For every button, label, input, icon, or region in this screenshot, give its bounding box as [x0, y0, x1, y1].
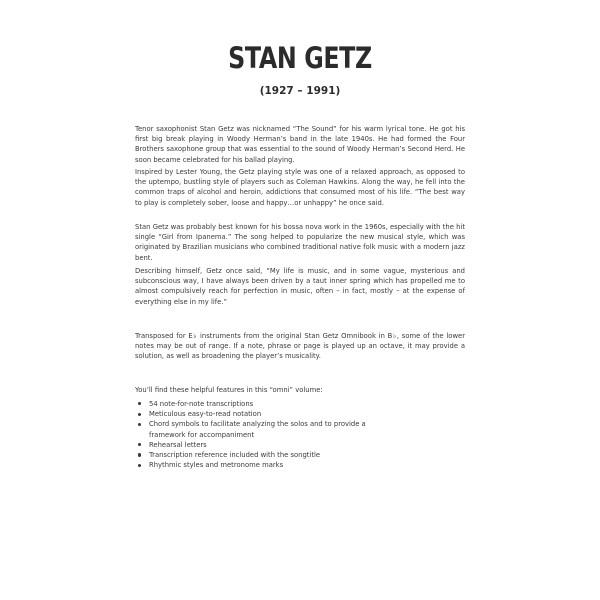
paragraph-bossa-nova: Stan Getz was probably best known for his bossa nova work in the 1960s, especially with the hit single “Girl from Ipanema.” The song helped to popularize the new musical style, which was originated by Brazilian musicians who combined traditional native folk music with a modern jazz bent.: [135, 223, 465, 262]
bullet-icon: [138, 464, 141, 467]
page-title: STAN GETZ: [228, 41, 372, 75]
bullet-icon: [138, 413, 141, 416]
feature-text: Chord symbols to facilitate analyzing the solos and to provide a framework for accompaniment: [149, 420, 366, 439]
feature-text: 54 note-for-note transcriptions: [149, 400, 254, 408]
paragraph-quote: Describing himself, Getz once said, “My life is music, and in some vague, mysterious and subconscious way, I have always been driven by a taut inner spring which has propelled me to almost compulsively reach for perfection in music, often – in fact, mostly – at the expense of everything else in my life.”: [135, 267, 465, 306]
bullet-icon: [138, 453, 141, 456]
paragraph-playing-style: Inspired by Lester Young, the Getz playing style was one of a relaxed approach, as opposed to the uptempo, bustling style of players such as Coleman Hawkins. Along the way, he fell into the common traps of alcohol and heroin, addictions that consumed most of his life. “The best way to play is completely sober, loose and happy…or unhappy” he once said.: [135, 168, 465, 207]
paragraph-nickname: Tenor saxophonist Stan Getz was nicknamed “The Sound” for his warm lyrical tone. He got his first big break playing in Woody Herman’s band in the late 1940s. He had formed the Four Brothers saxophone group that was essential to the sound of Woody Herman’s Second Herd. He soon became celebrated for his ballad playing.: [135, 125, 465, 164]
list-item: [135, 450, 465, 460]
paragraph-transposition: Transposed for E♭ instruments from the original Stan Getz Omnibook in B♭, some of the lower notes may be out of range. If a note, phrase or page is played up an octave, it may provide a solution, as well as broadening the player’s musicality.: [135, 332, 465, 361]
bullet-icon: [138, 443, 141, 446]
bullet-icon: [138, 402, 141, 405]
list-item: [135, 440, 465, 450]
bullet-icon: [138, 423, 141, 426]
features-list: [135, 399, 465, 470]
paragraph-features-intro: You’ll find these helpful features in this “omni” volume:: [135, 386, 323, 394]
list-item: [135, 419, 465, 439]
list-item: [135, 409, 465, 419]
feature-text: Rehearsal letters: [149, 440, 207, 449]
feature-text: Transcription reference included with the songtitle: [149, 451, 321, 460]
life-dates: (1927 – 1991): [259, 85, 341, 97]
list-item: [135, 460, 465, 470]
list-item: [135, 399, 465, 409]
feature-text: Meticulous easy-to-read notation: [149, 410, 262, 419]
feature-text: Rhythmic styles and metronome marks: [149, 461, 284, 470]
